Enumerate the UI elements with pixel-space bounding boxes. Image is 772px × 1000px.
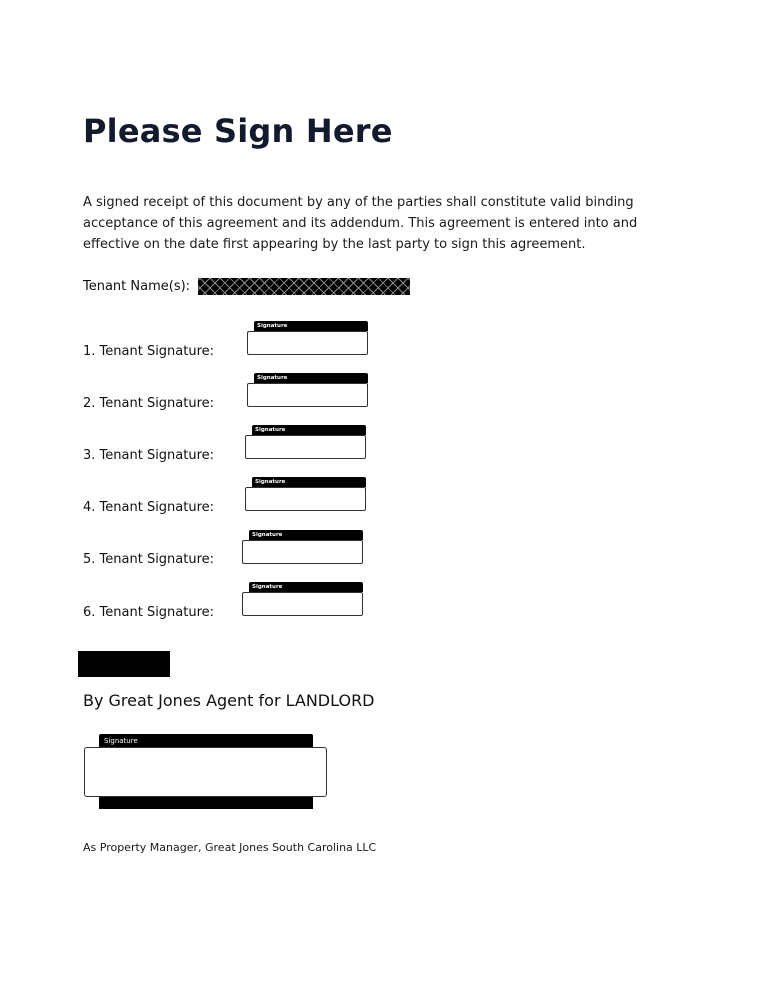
signature-bottom-bar bbox=[99, 797, 313, 809]
signature-box[interactable] bbox=[245, 435, 366, 459]
signature-tab: Signature bbox=[249, 582, 363, 592]
tenant-signature-label-1: 1. Tenant Signature: bbox=[83, 344, 215, 359]
tenant-names-label: Tenant Name(s): bbox=[83, 279, 191, 294]
agent-heading: By Great Jones Agent for LANDLORD bbox=[83, 691, 375, 710]
tenant-signature-label-4: 4. Tenant Signature: bbox=[83, 500, 215, 515]
signature-tab: Signature bbox=[254, 321, 368, 331]
signature-tab: Signature bbox=[252, 477, 366, 487]
signature-tab: Signature bbox=[254, 373, 368, 383]
tenant-signature-label-6: 6. Tenant Signature: bbox=[83, 605, 215, 620]
signature-tab: Signature bbox=[99, 734, 313, 748]
signature-box[interactable] bbox=[245, 487, 366, 511]
tenant-signature-label-2: 2. Tenant Signature: bbox=[83, 396, 215, 411]
agreement-paragraph: A signed receipt of this document by any of the parties shall constitute valid binding acceptance of this agreement and its addendum. This agreement is entered into and effective on the date first appearing by the last party to sign this agreement. bbox=[83, 195, 638, 252]
signature-tab: Signature bbox=[252, 425, 366, 435]
signature-box[interactable] bbox=[247, 331, 368, 355]
signature-box[interactable] bbox=[247, 383, 368, 407]
tenant-signature-label-3: 3. Tenant Signature: bbox=[83, 448, 215, 463]
signature-box[interactable] bbox=[242, 592, 363, 616]
tenant-signature-label-5: 5. Tenant Signature: bbox=[83, 552, 215, 567]
signature-box[interactable] bbox=[242, 540, 363, 564]
page-title: Please Sign Here bbox=[83, 112, 393, 150]
tenant-names-row bbox=[83, 278, 410, 296]
landlord-signature-field[interactable] bbox=[84, 734, 328, 810]
signature-box[interactable] bbox=[84, 747, 327, 797]
signature-tab: Signature bbox=[249, 530, 363, 540]
redacted-tenant-names bbox=[198, 278, 410, 295]
property-manager-line: As Property Manager, Great Jones South Carolina LLC bbox=[83, 841, 377, 854]
redaction-bar bbox=[78, 651, 170, 677]
